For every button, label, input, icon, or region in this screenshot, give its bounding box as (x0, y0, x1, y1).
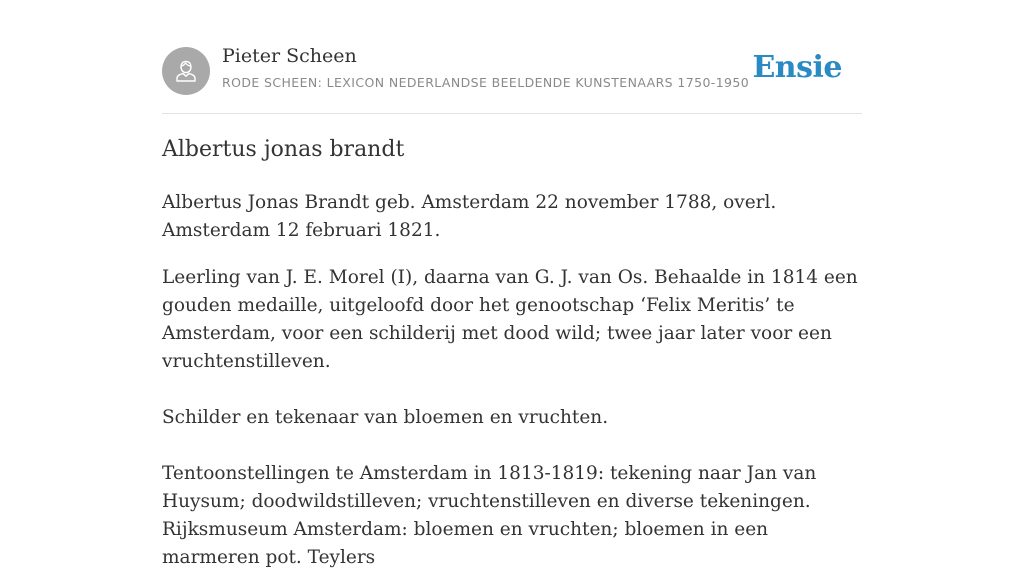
entry-paragraph: Leerling van J. E. Morel (I), daarna van G. J. van Os. Behaalde in 1814 een gouden medaille, uitgeloofd door het genootschap ‘Felix Meritis’ te Amsterdam, voor een schilderij met dood wild; twee jaar later voor een vruchtenstilleven. (162, 267, 858, 372)
article-header (162, 0, 862, 114)
entry-body (162, 189, 862, 572)
user-silhouette-icon (172, 57, 200, 85)
article (162, 0, 862, 568)
entry-paragraph: Tentoonstellingen te Amsterdam in 1813-1819: tekening naar Jan van Huysum; doodwildstilleven; vruchtenstilleven en diverse tekeningen. Rijksmuseum Amsterdam: bloemen en vruchten; bloemen in een marmeren pot. Teylers (162, 463, 817, 568)
author-avatar[interactable] (162, 47, 210, 95)
source-title[interactable]: RODE SCHEEN: LEXICON NEDERLANDSE BEELDENDE KUNSTENAARS 1750-1950 (222, 75, 750, 90)
author-name[interactable]: Pieter Scheen (222, 45, 357, 67)
entry-paragraph: Albertus Jonas Brandt geb. Amsterdam 22 november 1788, overl. Amsterdam 12 februari 1821. (162, 192, 777, 241)
ensie-logo[interactable]: Ensie (752, 50, 842, 85)
entry-title: Albertus jonas brandt (162, 137, 405, 162)
entry-paragraph: Schilder en tekenaar van bloemen en vruchten. (162, 407, 609, 428)
